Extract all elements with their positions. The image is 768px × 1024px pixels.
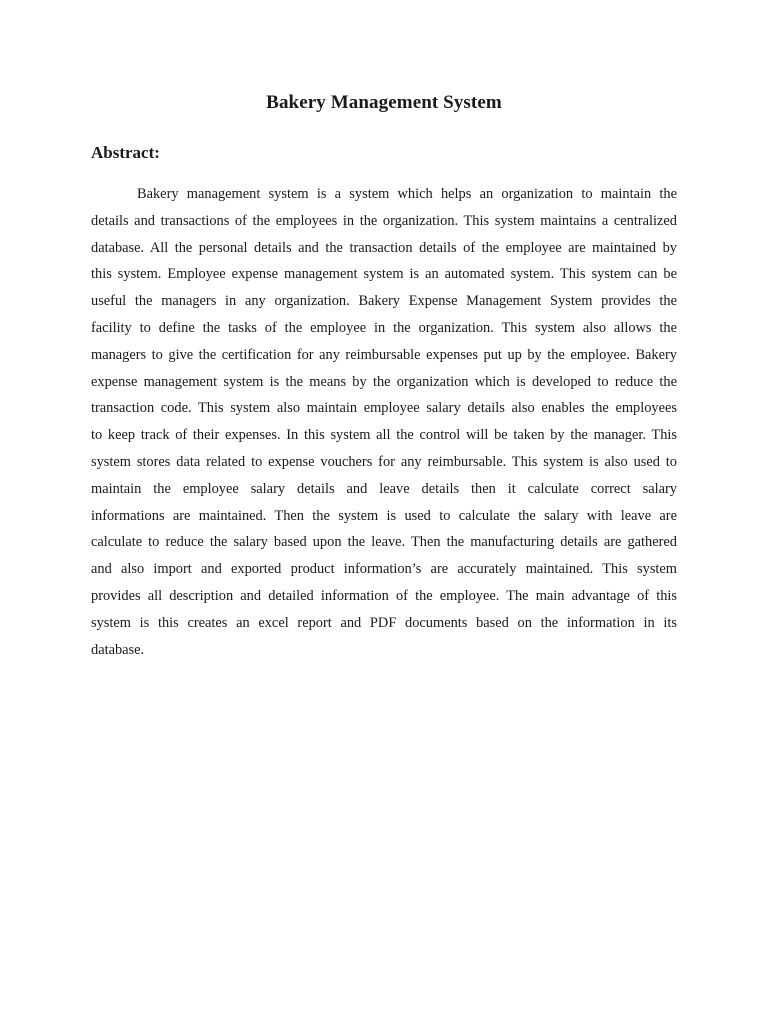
document-title: Bakery Management System: [266, 92, 502, 113]
abstract-line: provides all description and detailed information of the employee. The main advantage of this: [91, 587, 677, 604]
abstract-line: expense management system is the means by the organization which is developed to reduce the: [91, 373, 677, 390]
abstract-line: this system. Employee expense management system is an automated system. This system can be: [91, 266, 677, 283]
abstract-line: useful the managers in any organization. Bakery Expense Management System provides the: [91, 293, 677, 310]
abstract-line: and also import and exported product information’s are accurately maintained. This system: [91, 561, 677, 578]
abstract-heading: Abstract:: [91, 143, 160, 162]
abstract-line: Bakery management system is a system which helps an organization to maintain the: [137, 186, 677, 202]
abstract-line: maintain the employee salary details and leave details then it calculate correct salary: [91, 480, 677, 497]
abstract-body: [91, 181, 677, 663]
abstract-line: system is this creates an excel report and PDF documents based on the information in its: [91, 614, 677, 631]
abstract-line: transaction code. This system also maintain employee salary details also enables the employees: [91, 400, 677, 417]
abstract-line: informations are maintained. Then the system is used to calculate the salary with leave are: [91, 507, 677, 524]
abstract-line: database.: [91, 641, 145, 658]
abstract-line: managers to give the certification for any reimbursable expenses put up by the employee. Bakery: [91, 346, 677, 363]
abstract-line: facility to define the tasks of the employee in the organization. This system also allows the: [91, 319, 677, 336]
abstract-line: database. All the personal details and the transaction details of the employee are maintained by: [91, 239, 677, 256]
abstract-line: calculate to reduce the salary based upon the leave. Then the manufacturing details are gathered: [91, 534, 677, 551]
abstract-line: to keep track of their expenses. In this system all the control will be taken by the manager. This: [91, 427, 677, 444]
abstract-line: details and transactions of the employees in the organization. This system maintains a centralized: [91, 212, 677, 229]
abstract-line: system stores data related to expense vouchers for any reimbursable. This system is also used to: [91, 453, 677, 470]
